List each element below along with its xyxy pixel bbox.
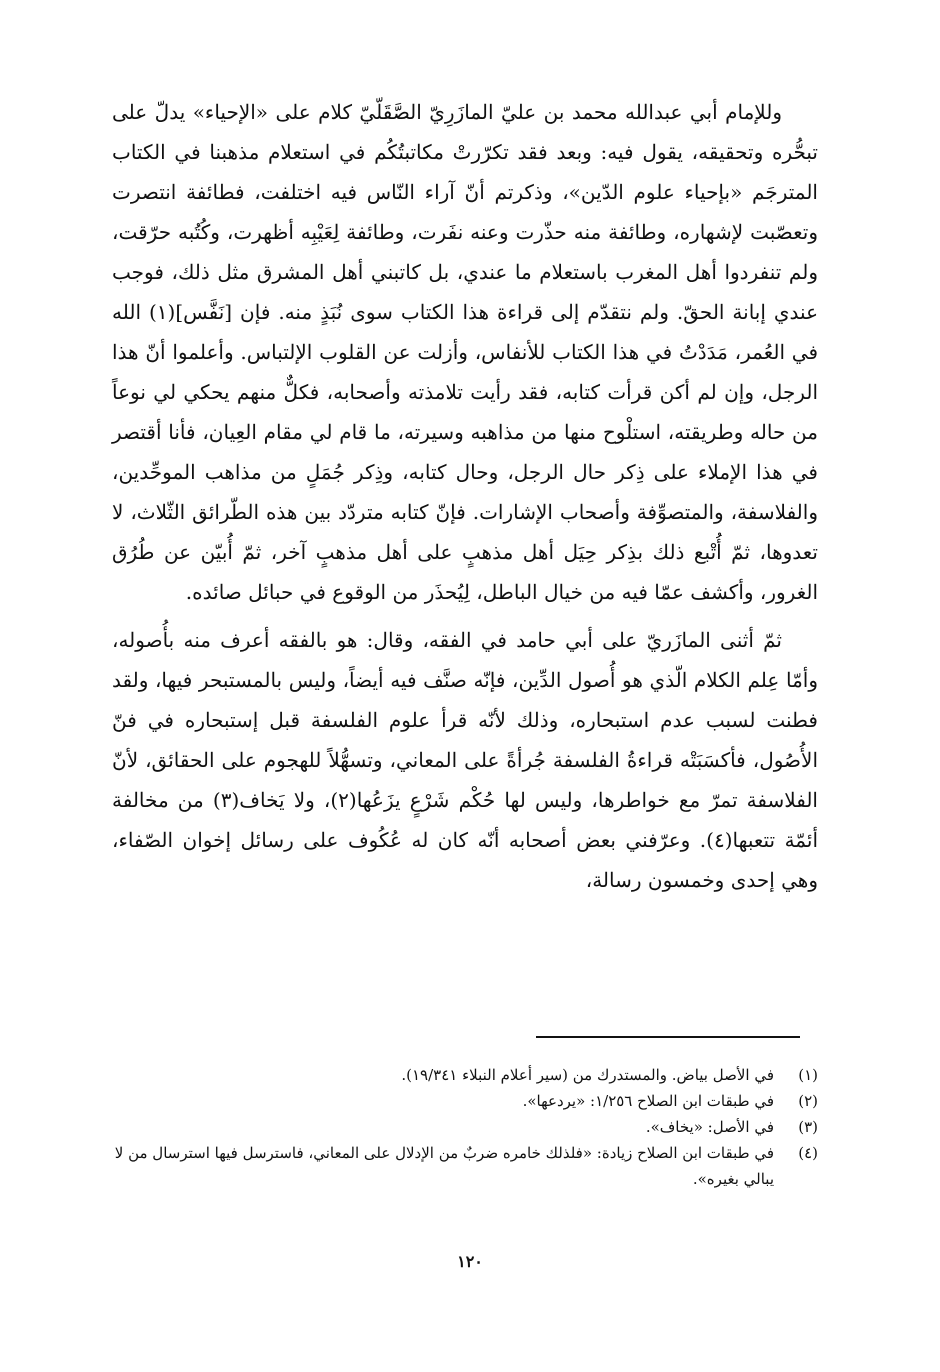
- page-number: ١٢٠: [457, 1252, 483, 1271]
- footnote-1: [112, 1062, 818, 1088]
- main-text-block: [112, 92, 818, 900]
- footnote-text: في الأصل: «يخاف».: [645, 1118, 774, 1136]
- footnote-4: [112, 1140, 818, 1192]
- footnote-number: (٢): [798, 1092, 818, 1110]
- footnotes-section: [112, 1062, 818, 1192]
- footnote-separator: [536, 1036, 800, 1038]
- footnote-number: (١): [798, 1066, 818, 1084]
- footnote-number: (٤): [798, 1144, 818, 1162]
- footnote-3: [112, 1114, 818, 1140]
- footnote-2: [112, 1088, 818, 1114]
- footnote-text: في طبقات ابن الصلاح ١/٢٥٦: «يردعها».: [522, 1092, 774, 1110]
- footnote-text: في الأصل بياض. والمستدرك من (سير أعلام النبلاء ١٩/٣٤١).: [401, 1066, 774, 1084]
- footnote-number: (٣): [798, 1118, 818, 1136]
- footnote-text: في طبقات ابن الصلاح زيادة: «فلذلك خامره ضربٌ من الإدلال على المعاني، فاسترسل فيها استرسال من لا يبالي بغيره».: [114, 1144, 774, 1188]
- body-paragraph-1: وللإمام أبي عبدالله محمد بن عليّ المازَرِيّ الصَّقَلّيّ كلام على «الإحياء» يدلّ على تبحُّره وتحقيقه، يقول فيه: وبعد فقد تكرّرتْ مكاتبتُكُم في استعلام مذهبنا في الكتاب المترجَم «بإحياء علوم الدّين»، وذكرتم أنّ آراء النّاس فيه اختلفت، فطائفة انتصرت وتعصّبت لإشهاره، وطائفة منه حذّرت وعنه نفَرت، وطائفة لِعَيْبِه أظهرت، وكُتُبه حرّقت، ولم تنفردوا أهل المغرب باستعلام ما عندي، بل كاتبني أهل المشرق مثل ذلك، فوجب عندي إبانة الحقّ. ولم نتقدّم إلى قراءة هذا الكتاب سوى نُبَذٍ منه. فإن [نَفَّس](١) الله في العُمر، مَدَدْتُ في هذا الكتاب للأنفاس، وأزلت عن القلوب الإلتباس. وأعلموا أنّ هذا الرجل، وإن لم أكن قرأت كتابه، فقد رأيت تلامذته وأصحابه، فكلٌّ منهم يحكي لي نوعاً من حاله وطريقته، استلْوح منها من مذاهبه وسيرته، ما قام لي مقام العِيان، فأنا أقتصر في هذا الإملاء على ذِكر حال الرجل، وحال كتابه، وذِكر جُمَلٍ من مذاهب الموحِّدين، والفلاسفة، والمتصوِّفة وأصحاب الإشارات. فإنّ كتابه متردّد بين هذه الطّرائق الثّلاث، لا تعدوها، ثمّ أُتْبع ذلك بذِكر حِيَل أهل مذهبٍ على أهل مذهبٍ آخر، ثمّ أُبيّن عن طُرُق الغرور، وأكشف عمّا فيه من خيال الباطل، لِيُحذَر من الوقوع في حبائل صائده.: [112, 100, 819, 604]
- body-paragraph-2: ثمّ أثنى المازَريّ على أبي حامد في الفقه، وقال: هو بالفقه أعرف منه بأُصوله، وأمّا عِلم الكلام الّذي هو أُصول الدِّين، فإنّه صنَّف فيه أيضاً، وليس بالمستبحر فيها، ولقد فطنت لسبب عدم استبحاره، وذلك لأنّه قرأ علوم الفلسفة قبل إستبحاره في فنّ الأُصُول، فأكسَبَتْه قراءةُ الفلسفة جُرأةً على المعاني، وتسهُّلاً للهجوم على الحقائق، لأنّ الفلاسفة تمرّ مع خواطرها، وليس لها حُكْم شَرْعٍ يزَعُها(٢)، ولا يَخاف(٣) من مخالفة أئمّة تتعبها(٤). وعرّفني بعض أصحابه أنّه كان له عُكُوف على رسائل إخوان الصّفاء، وهي إحدى وخمسون رسالة،: [112, 628, 818, 892]
